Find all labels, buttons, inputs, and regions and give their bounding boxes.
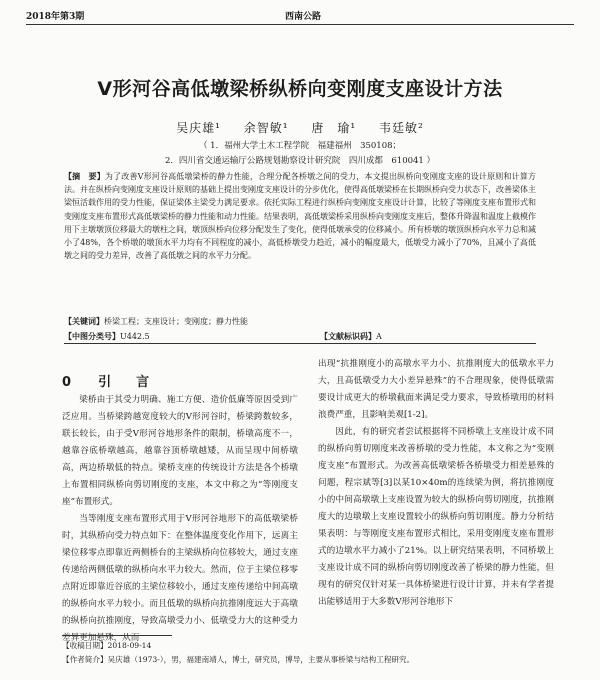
keywords (64, 316, 536, 327)
abstract-label: 【摘 要】 (64, 171, 105, 181)
keywords-label: 【关键词】 (64, 316, 104, 326)
running-header (0, 0, 600, 26)
footnotes (62, 639, 542, 667)
author-3: 唐 瑜¹ (311, 121, 357, 135)
doc-code-label: 【文献标识码】 (320, 331, 376, 341)
author-2: 余智敏¹ (243, 121, 289, 135)
section-title: 引 言 (98, 375, 156, 390)
affiliation-2: 2．四川省交通运输厅公路规划勘察设计研究院 四川成都 610041 ） (164, 156, 436, 166)
body-right-column (318, 356, 554, 611)
journal-issue: 2018年第3期 (26, 12, 85, 22)
doc-code-value: A (376, 332, 382, 341)
affiliation-1: （ 1．福州大学土木工程学院 福建福州 350108； (198, 141, 402, 151)
paragraph: 出现“抗推刚度小的高墩水平力小、抗推刚度大的低墩水平力大，且高低墩受力大小差异悬殊”的不合理现象，使得低墩需要设计成更大的桥墩截面来满足受力要求，导致桥墩用的材料浪费严重，且影响美观[1-2]。 (318, 359, 554, 420)
classification-row (64, 331, 536, 342)
section-heading (62, 371, 155, 390)
author-4: 韦廷敏² (379, 121, 424, 135)
received-date: 【收稿日期】2018-09-14 (62, 641, 152, 650)
author-list (0, 119, 600, 136)
clc-label: 【中图分类号】 (64, 331, 120, 341)
author-1: 吴庆雄¹ (176, 121, 221, 135)
clc-value: U442.5 (120, 332, 150, 341)
keywords-text: 桥梁工程；支座设计；变刚度；静力性能 (104, 317, 248, 326)
paper-title: V形河谷高低墩梁桥纵桥向变刚度支座设计方法 (97, 78, 503, 100)
author-bio: 【作者简介】吴庆雄（1973-），男，福建南靖人，博士，研究员，博导，主要从事桥梁与结构工程研究。 (62, 655, 415, 664)
section-number: 0 (62, 375, 78, 390)
abstract (64, 170, 536, 262)
document-code (320, 331, 382, 342)
header-rule (26, 24, 574, 25)
body-left-column (62, 392, 298, 647)
paragraph: 因此，有的研究者尝试根据将不同桥墩上支座设计成不同的纵桥向剪切刚度来改善桥墩的受力性能，本文称之为“变刚度支座”布置形式。为改善高低墩梁桥各桥墩受力相差悬殊的问题，程宗斌等[3]以某10×40m的连续梁为例，将抗推刚度小的中间高墩墩上支座设置为较大的纵桥向剪切刚度，抗推刚度大的边墩墩上支座设置较小的纵桥向剪切刚度。静力分析结果表明：与等刚度支座布置形式相比，采用变刚度支座布置形式的边墩水平力减小了21%。以上研究结果表明，不同桥墩上支座设计成不同的纵桥向剪切刚度改善了桥梁的静力性能，但现有的研究仅针对某一具体桥梁进行设计计算，并未有学者提出能够适用于大多数V形河谷地形下 (318, 427, 554, 607)
paragraph: 当等刚度支座布置形式用于V形河谷地形下的高低墩梁桥时，其纵桥向受力特点如下：在整体温度变化作用下，远离主梁位移零点即靠近两侧桥台的主梁纵桥向位移较大，通过支座传递给两侧低墩的纵桥向水平力较大。然而，位于主梁位移零点附近即靠近谷底的主梁位移较小，通过支座传递给中间高墩的纵桥向水平力较小。而且低墩的纵桥向抗推刚度远大于高墩的纵桥向抗推刚度，导致高墩受力小、低墩受力大的这种受力差异更加悬殊，从而 (62, 514, 298, 643)
abstract-rule (64, 343, 536, 344)
abstract-text: 为了改善V形河谷高低墩梁桥的静力性能，合理分配各桥墩之间的受力，本文提出纵桥向变刚度支座的设计原则和计算方法。并在纵桥向变刚度支座设计原则的基础上提出变刚度支座设计的分步优化，使得高低墩梁桥在长期纵桥向受力状态下，改善梁体主梁恒活载作用的受力性能，保证梁体主梁受力满足要求。依托实际工程进行纵桥向变刚度支座设计计算，比较了等刚度支座布置形式和变刚度支座布置形式高低墩梁桥的静力性能和动力性能。结果表明，高低墩梁桥采用纵桥向变刚度支座后，整体升降温和温度上截模作用下主墩墩顶位移最大的墩柱之间，墩顶纵桥向位移分配发生了变化，使得低墩承受的位移减小。所有桥墩的墩顶纵桥向水平力总和减小了48%，各个桥墩的墩顶水平力均有不同程度的减小，高低桥墩受力趋近，减小的幅度最大，低墩受力减小了70%，且减小了高低墩之间的受力差异，改善了高低墩之间的水平力分配。 (64, 172, 537, 261)
paragraph: 梁桥由于其受力明确、施工方便、造价低廉等原因受到广泛应用。当桥梁跨越宽度较大的V形河谷时，桥梁跨数较多，联长较长，由于受V形河谷地形条件的限制，桥墩高度不一，越靠谷底桥墩越高，越靠谷顶桥墩越矮，从而呈现中间桥墩高，两边桥墩低的特点。梁桥支座的传统设计方法是各个桥墩上布置相同纵桥向剪切刚度的支座，本文中称之为“等刚度支座”布置形式。 (62, 395, 298, 507)
footnote-rule (62, 635, 172, 636)
journal-name: 西南公路 (285, 12, 322, 22)
